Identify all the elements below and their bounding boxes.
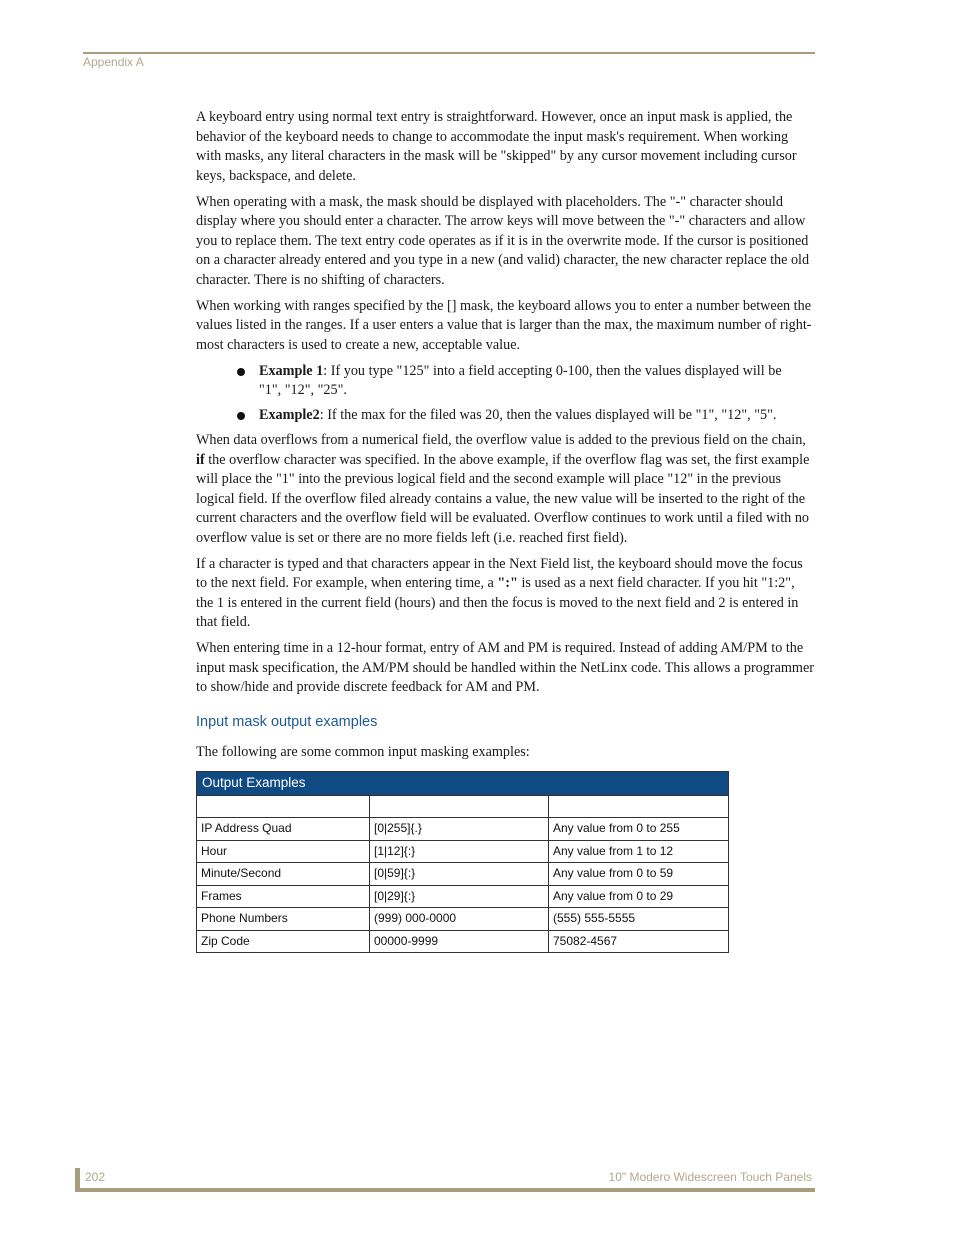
- example-text: : If the max for the filed was 20, then the values displayed will be "1", "12", "5".: [319, 406, 777, 423]
- table-cell: [0|255]{.}: [370, 818, 549, 841]
- list-item: [259, 362, 814, 401]
- paragraph-text: When data overflows from a numerical field, the overflow value is added to the previous field on the chain,: [196, 432, 806, 448]
- table-cell: Frames: [197, 885, 370, 908]
- table-header-row: [197, 795, 729, 818]
- table-cell: Phone Numbers: [197, 908, 370, 931]
- table-cell: [0|59]{:}: [370, 863, 549, 886]
- table-cell: (999) 000-0000: [370, 908, 549, 931]
- paragraph-text: is used as a next field character. If you hit "1:2", the 1 is entered in the current field (hours) and then the focus is moved to the next field and 2 is entered in that field.: [196, 575, 799, 630]
- table-row: [197, 840, 729, 863]
- paragraph: [196, 555, 814, 633]
- table-header-cell: [549, 795, 729, 818]
- footer-rule: [75, 1188, 815, 1192]
- table-header-cell: [197, 795, 370, 818]
- paragraph: When operating with a mask, the mask should be displayed with placeholders. The "-" character should display where you should enter a character. The arrow keys will move between the "-" characters and allow you to replace them. The text entry code operates as if it is in the overwrite mode. If the cursor is positioned on a character already entered and you type in a new (and valid) character, the new character replace the old character. There is no shifting of characters.: [196, 193, 810, 288]
- header-label: Appendix A: [83, 55, 144, 69]
- example-label: Example 1: [259, 362, 324, 379]
- header-rule: [83, 52, 815, 54]
- page-content: [196, 108, 814, 953]
- paragraph: [196, 431, 814, 548]
- paragraph: A keyboard entry using normal text entry is straightforward. However, once an input mask is applied, the behavior of the keyboard needs to change to accommodate the input mask's requirement. When working with masks, any literal characters in the mask will be "skipped" by any cursor movement including cursor keys, backspace, and delete.: [196, 109, 797, 184]
- example-text: : If you type "125" into a field accepting 0-100, then the values displayed will be "1", "12", "25".: [259, 362, 782, 398]
- emphasis-text: ":": [497, 575, 518, 591]
- table-caption-row: [197, 771, 729, 795]
- table-cell: [0|29]{:}: [370, 885, 549, 908]
- table-row: [197, 863, 729, 886]
- bullet-icon: [237, 412, 245, 420]
- table-cell: (555) 555-5555: [549, 908, 729, 931]
- table-cell: Any value from 0 to 29: [549, 885, 729, 908]
- example-label: Example2: [259, 406, 320, 423]
- table-cell: [1|12]{:}: [370, 840, 549, 863]
- example-list: [196, 362, 814, 426]
- paragraph: When entering time in a 12-hour format, entry of AM and PM is required. Instead of adding AM/PM to the input mask specification, the AM/PM should be handled within the NetLinx code. This allows a programmer to show/hide and provide discrete feedback for AM and PM.: [196, 640, 814, 695]
- table-cell: IP Address Quad: [197, 818, 370, 841]
- table-cell: Any value from 1 to 12: [549, 840, 729, 863]
- section-intro: The following are some common input masking examples:: [196, 744, 530, 760]
- table-cell: 75082-4567: [549, 930, 729, 953]
- page-number: 202: [85, 1170, 106, 1184]
- table-row: [197, 908, 729, 931]
- output-examples-table: [196, 771, 729, 954]
- table-row: [197, 885, 729, 908]
- table-row: [197, 930, 729, 953]
- table-cell: Hour: [197, 840, 370, 863]
- table-cell: Zip Code: [197, 930, 370, 953]
- section-heading: Input mask output examples: [196, 713, 378, 730]
- paragraph: When working with ranges specified by the [] mask, the keyboard allows you to enter a number between the values listed in the ranges. If a user enters a value that is larger than the max, the maximum number of right-most characters is used to create a new, acceptable value.: [196, 297, 812, 353]
- paragraph-text: the overflow character was specified. In the above example, if the overflow flag was set, the first example will place the "1" into the previous logical field and the second example will place "12" in the previous logical field. If the overflow filed already contains a value, the new value will be inserted to the right of the current characters and the overflow field will be evaluated. Overflow continues to work until a filed with no overflow value is set or there are no more fields left (i.e. reached first field).: [196, 451, 810, 546]
- table-cell: 00000-9999: [370, 930, 549, 953]
- table-cell: Any value from 0 to 255: [549, 818, 729, 841]
- table-row: [197, 818, 729, 841]
- table-caption: Output Examples: [197, 771, 729, 795]
- table-cell: Any value from 0 to 59: [549, 863, 729, 886]
- table-cell: Minute/Second: [197, 863, 370, 886]
- emphasis-text: if: [196, 451, 205, 468]
- bullet-icon: [237, 368, 245, 376]
- list-item: [259, 406, 814, 426]
- footer-doc-title: 10" Modero Widescreen Touch Panels: [608, 1170, 812, 1184]
- paragraph-text: If a character is typed and that characters appear in the Next Field list, the keyboard should move the focus to the next field. For example, when entering time, a: [196, 555, 803, 591]
- table-header-cell: [370, 795, 549, 818]
